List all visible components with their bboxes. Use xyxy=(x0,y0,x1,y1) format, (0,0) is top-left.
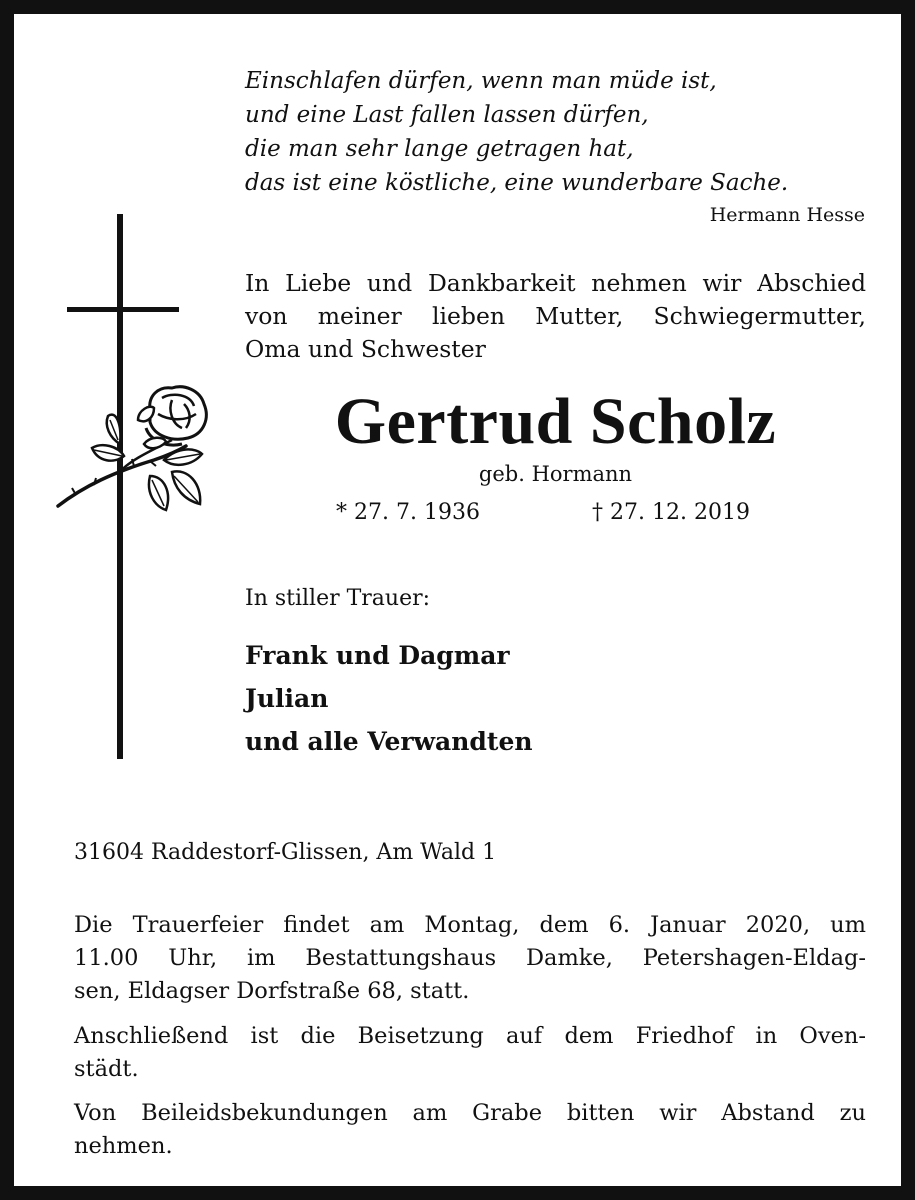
paragraph-line: sen, Eldagser Dorfstraße 68, statt. xyxy=(74,978,470,1004)
hesse-quote xyxy=(245,64,865,200)
death-date: † 27. 12. 2019 xyxy=(592,500,750,525)
birth-date: * 27. 7. 1936 xyxy=(336,500,480,525)
mourning-heading: In stiller Trauer: xyxy=(245,586,431,611)
paragraph-line: 11.00 Uhr, im Bestattungshaus Damke, Petershagen-Eldag- xyxy=(74,945,866,971)
intro-line: Oma und Schwester xyxy=(245,335,486,363)
quote-line: Einschlafen dürfen, wenn man müde ist, xyxy=(245,68,717,94)
mourner-name: Frank und Dagmar xyxy=(245,641,510,670)
quote-line: das ist eine köstliche, eine wunderbare Sache. xyxy=(245,170,789,196)
burial-paragraph xyxy=(74,1020,866,1086)
funeral-service-paragraph xyxy=(74,909,866,1008)
intro-line: In Liebe und Dankbarkeit nehmen wir Abschied xyxy=(245,269,866,297)
mourner-name: Julian xyxy=(245,684,329,713)
quote-author: Hermann Hesse xyxy=(709,204,865,226)
paragraph-line: nehmen. xyxy=(74,1133,173,1159)
paragraph-line: städt. xyxy=(74,1056,139,1082)
farewell-intro xyxy=(245,267,866,366)
mourners-list xyxy=(245,634,533,763)
quote-line: und eine Last fallen lassen dürfen, xyxy=(245,102,649,128)
intro-line: von meiner lieben Mutter, Schwiegermutter, xyxy=(245,302,866,330)
paragraph-line: Die Trauerfeier findet am Montag, dem 6. Januar 2020, um xyxy=(74,912,866,938)
birth-name: geb. Hormann xyxy=(478,462,633,486)
deceased-name: Gertrud Scholz xyxy=(334,385,777,458)
family-address: 31604 Raddestorf-Glissen, Am Wald 1 xyxy=(74,840,497,865)
mourner-name: und alle Verwandten xyxy=(245,727,533,756)
paragraph-line: Anschließend ist die Beisetzung auf dem Friedhof in Oven- xyxy=(74,1023,866,1049)
condolences-paragraph xyxy=(74,1097,866,1163)
cross-with-rose-icon xyxy=(54,214,234,774)
paragraph-line: Von Beileidsbekundungen am Grabe bitten wir Abstand zu xyxy=(74,1100,866,1126)
quote-line: die man sehr lange getragen hat, xyxy=(245,136,634,162)
